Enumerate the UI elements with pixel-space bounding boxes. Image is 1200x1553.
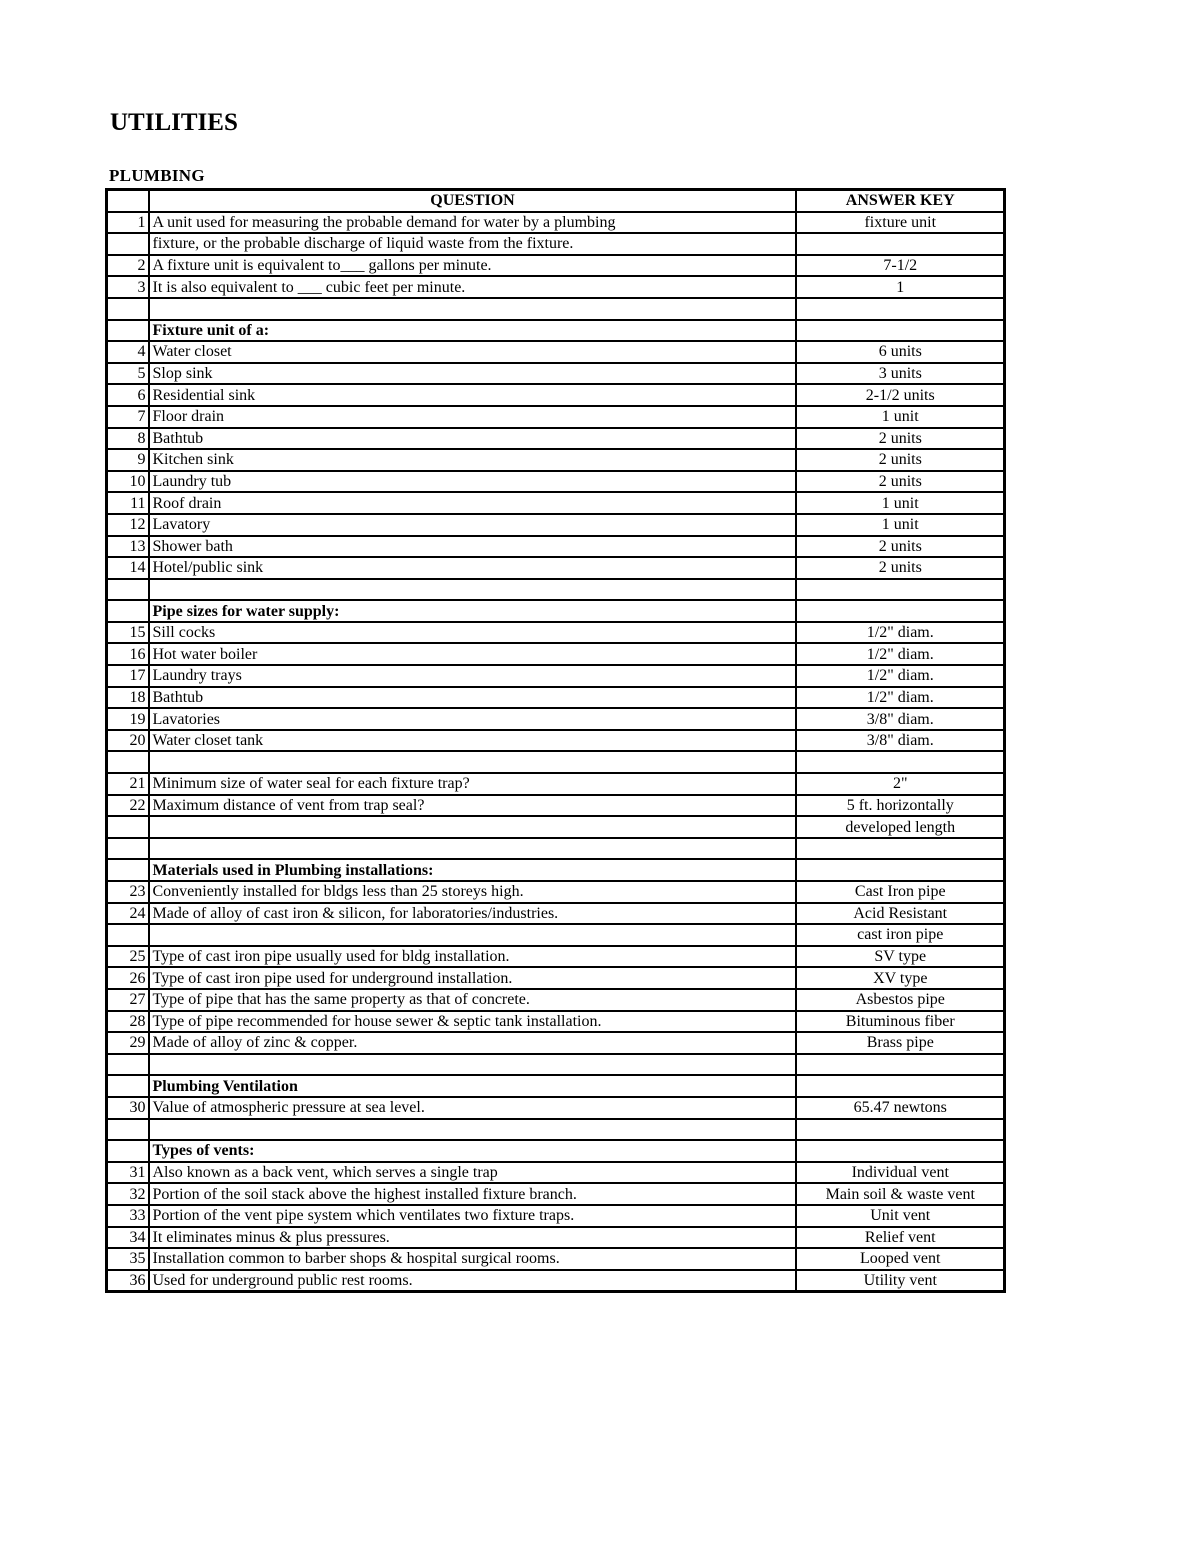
- question-text: Lavatory: [149, 514, 796, 536]
- question-text: Minimum size of water seal for each fixture trap?: [149, 773, 796, 795]
- question-text: Slop sink: [149, 363, 796, 385]
- table-row: [107, 795, 1005, 817]
- answer-key: Cast Iron pipe: [796, 881, 1005, 903]
- question-number: [107, 579, 149, 601]
- question-number: 32: [107, 1183, 149, 1205]
- question-number: [107, 1119, 149, 1141]
- question-answer-table: [105, 188, 1006, 1293]
- answer-key: [796, 600, 1005, 622]
- question-number: 18: [107, 687, 149, 709]
- answer-key: 1/2" diam.: [796, 687, 1005, 709]
- table-row: [107, 255, 1005, 277]
- table-row: [107, 212, 1005, 234]
- answer-key: 1: [796, 276, 1005, 298]
- question-number: 11: [107, 492, 149, 514]
- answer-key: [796, 859, 1005, 881]
- table-row: [107, 816, 1005, 838]
- answer-key: Acid Resistant: [796, 903, 1005, 925]
- subsection-heading: Fixture unit of a:: [149, 320, 796, 342]
- table-row: [107, 579, 1005, 601]
- question-number: 27: [107, 989, 149, 1011]
- table-row: [107, 643, 1005, 665]
- section-title: PLUMBING: [109, 166, 205, 185]
- answer-key: Unit vent: [796, 1205, 1005, 1227]
- table-row: [107, 989, 1005, 1011]
- question-text: Type of cast iron pipe used for underground installation.: [149, 967, 796, 989]
- table-row: [107, 1205, 1005, 1227]
- question-text: [149, 816, 796, 838]
- question-text: Water closet tank: [149, 730, 796, 752]
- question-text: Bathtub: [149, 428, 796, 450]
- question-text: It eliminates minus & plus pressures.: [149, 1227, 796, 1249]
- answer-key: 1 unit: [796, 514, 1005, 536]
- answer-key: 65.47 newtons: [796, 1097, 1005, 1119]
- question-number: 17: [107, 665, 149, 687]
- answer-key: developed length: [796, 816, 1005, 838]
- question-number: [107, 1054, 149, 1076]
- answer-key: [796, 1075, 1005, 1097]
- subsection-heading: Pipe sizes for water supply:: [149, 600, 796, 622]
- table-row: [107, 946, 1005, 968]
- answer-key: 2": [796, 773, 1005, 795]
- answer-key: 2 units: [796, 471, 1005, 493]
- question-number: 31: [107, 1162, 149, 1184]
- question-number: 5: [107, 363, 149, 385]
- question-text: Kitchen sink: [149, 449, 796, 471]
- table-row: [107, 881, 1005, 903]
- table-body: [107, 212, 1005, 1292]
- question-text: Bathtub: [149, 687, 796, 709]
- question-text: Lavatories: [149, 708, 796, 730]
- answer-key: Asbestos pipe: [796, 989, 1005, 1011]
- question-number: 28: [107, 1011, 149, 1033]
- question-number: 19: [107, 708, 149, 730]
- table-row: [107, 967, 1005, 989]
- answer-key: [796, 298, 1005, 320]
- answer-key: Main soil & waste vent: [796, 1183, 1005, 1205]
- table-row: [107, 384, 1005, 406]
- answer-key: 3/8" diam.: [796, 730, 1005, 752]
- question-text: Portion of the vent pipe system which ventilates two fixture traps.: [149, 1205, 796, 1227]
- question-text: Laundry tub: [149, 471, 796, 493]
- question-number: [107, 1140, 149, 1162]
- answer-key: Bituminous fiber: [796, 1011, 1005, 1033]
- question-number: [107, 320, 149, 342]
- question-text: [149, 579, 796, 601]
- table-row: [107, 1097, 1005, 1119]
- answer-key: 2 units: [796, 557, 1005, 579]
- table-row: [107, 1227, 1005, 1249]
- table-row: [107, 471, 1005, 493]
- table-row: [107, 665, 1005, 687]
- subsection-heading: Types of vents:: [149, 1140, 796, 1162]
- table-row: [107, 924, 1005, 946]
- question-text: fixture, or the probable discharge of liquid waste from the fixture.: [149, 233, 796, 255]
- question-number: 2: [107, 255, 149, 277]
- question-number: 29: [107, 1032, 149, 1054]
- question-number: 36: [107, 1270, 149, 1292]
- table-row: [107, 1183, 1005, 1205]
- table-row: [107, 428, 1005, 450]
- table-row: [107, 298, 1005, 320]
- answer-key: [796, 579, 1005, 601]
- question-text: Type of pipe recommended for house sewer & septic tank installation.: [149, 1011, 796, 1033]
- answer-key: [796, 838, 1005, 860]
- table-row: [107, 1140, 1005, 1162]
- question-text: Value of atmospheric pressure at sea level.: [149, 1097, 796, 1119]
- answer-key: Relief vent: [796, 1227, 1005, 1249]
- question-number: 34: [107, 1227, 149, 1249]
- answer-key: 6 units: [796, 341, 1005, 363]
- answer-key: [796, 233, 1005, 255]
- question-text: Type of cast iron pipe usually used for bldg installation.: [149, 946, 796, 968]
- answer-key: Brass pipe: [796, 1032, 1005, 1054]
- table-row: [107, 536, 1005, 558]
- table-row: [107, 1248, 1005, 1270]
- question-text: [149, 751, 796, 773]
- answer-key: XV type: [796, 967, 1005, 989]
- question-number: 9: [107, 449, 149, 471]
- answer-key: 7-1/2: [796, 255, 1005, 277]
- question-number: [107, 838, 149, 860]
- question-number: 14: [107, 557, 149, 579]
- question-text: Made of alloy of zinc & copper.: [149, 1032, 796, 1054]
- question-number: 35: [107, 1248, 149, 1270]
- answer-key: [796, 1054, 1005, 1076]
- question-text: Water closet: [149, 341, 796, 363]
- question-number: 4: [107, 341, 149, 363]
- question-number: 6: [107, 384, 149, 406]
- table-row: [107, 276, 1005, 298]
- table-row: [107, 1119, 1005, 1141]
- answer-key: 2 units: [796, 449, 1005, 471]
- question-number: 20: [107, 730, 149, 752]
- question-text: Roof drain: [149, 492, 796, 514]
- question-number: [107, 233, 149, 255]
- question-text: [149, 924, 796, 946]
- question-text: Type of pipe that has the same property as that of concrete.: [149, 989, 796, 1011]
- answer-key: 1/2" diam.: [796, 665, 1005, 687]
- question-number: [107, 298, 149, 320]
- table-row: [107, 514, 1005, 536]
- question-text: [149, 838, 796, 860]
- table-row: [107, 859, 1005, 881]
- answer-key: Individual vent: [796, 1162, 1005, 1184]
- question-text: Residential sink: [149, 384, 796, 406]
- answer-key: 1 unit: [796, 406, 1005, 428]
- question-text: Portion of the soil stack above the highest installed fixture branch.: [149, 1183, 796, 1205]
- answer-key: [796, 751, 1005, 773]
- table-row: [107, 1054, 1005, 1076]
- answer-key: 1 unit: [796, 492, 1005, 514]
- question-text: Hotel/public sink: [149, 557, 796, 579]
- question-number: [107, 816, 149, 838]
- question-number: [107, 924, 149, 946]
- question-text: Installation common to barber shops & hospital surgical rooms.: [149, 1248, 796, 1270]
- question-number: 30: [107, 1097, 149, 1119]
- question-number: [107, 600, 149, 622]
- answer-key: 3 units: [796, 363, 1005, 385]
- answer-key: 1/2" diam.: [796, 622, 1005, 644]
- subsection-heading: Plumbing Ventilation: [149, 1075, 796, 1097]
- question-number: 13: [107, 536, 149, 558]
- question-column-header: QUESTION: [149, 190, 796, 212]
- answer-key: [796, 1140, 1005, 1162]
- question-text: [149, 1119, 796, 1141]
- table-row: [107, 320, 1005, 342]
- question-number: [107, 751, 149, 773]
- answer-key: 5 ft. horizontally: [796, 795, 1005, 817]
- question-text: Used for underground public rest rooms.: [149, 1270, 796, 1292]
- table-row: [107, 492, 1005, 514]
- table-row: [107, 838, 1005, 860]
- table-row: [107, 1011, 1005, 1033]
- table-row: [107, 708, 1005, 730]
- table-row: [107, 233, 1005, 255]
- answer-key: fixture unit: [796, 212, 1005, 234]
- question-number: 22: [107, 795, 149, 817]
- table-row: [107, 773, 1005, 795]
- question-text: Also known as a back vent, which serves a single trap: [149, 1162, 796, 1184]
- question-text: It is also equivalent to ___ cubic feet per minute.: [149, 276, 796, 298]
- answer-key: [796, 1119, 1005, 1141]
- question-number: [107, 859, 149, 881]
- page-title: UTILITIES: [110, 109, 238, 136]
- question-number: 26: [107, 967, 149, 989]
- answer-key: Looped vent: [796, 1248, 1005, 1270]
- answer-key: 2-1/2 units: [796, 384, 1005, 406]
- question-number: 15: [107, 622, 149, 644]
- question-number: 23: [107, 881, 149, 903]
- question-text: Made of alloy of cast iron & silicon, for laboratories/industries.: [149, 903, 796, 925]
- table-row: [107, 406, 1005, 428]
- table-row: [107, 449, 1005, 471]
- answer-key: [796, 320, 1005, 342]
- question-number: 33: [107, 1205, 149, 1227]
- table-row: [107, 1032, 1005, 1054]
- question-number: 24: [107, 903, 149, 925]
- question-number: 8: [107, 428, 149, 450]
- question-number: 10: [107, 471, 149, 493]
- answer-key: SV type: [796, 946, 1005, 968]
- question-number: 3: [107, 276, 149, 298]
- answer-key: Utility vent: [796, 1270, 1005, 1292]
- question-text: A unit used for measuring the probable demand for water by a plumbing: [149, 212, 796, 234]
- subsection-heading: Materials used in Plumbing installations:: [149, 859, 796, 881]
- question-text: Hot water boiler: [149, 643, 796, 665]
- table-row: [107, 363, 1005, 385]
- question-number: 12: [107, 514, 149, 536]
- table-row: [107, 341, 1005, 363]
- answer-key: 2 units: [796, 428, 1005, 450]
- question-number: 25: [107, 946, 149, 968]
- question-text: Maximum distance of vent from trap seal?: [149, 795, 796, 817]
- question-text: Floor drain: [149, 406, 796, 428]
- table-row: [107, 557, 1005, 579]
- question-number: 1: [107, 212, 149, 234]
- question-number: [107, 1075, 149, 1097]
- table-row: [107, 903, 1005, 925]
- table-row: [107, 1270, 1005, 1292]
- table-row: [107, 622, 1005, 644]
- table-header-row: [107, 190, 1005, 212]
- question-text: Laundry trays: [149, 665, 796, 687]
- table-row: [107, 1162, 1005, 1184]
- answer-key: cast iron pipe: [796, 924, 1005, 946]
- question-number: 16: [107, 643, 149, 665]
- answer-key: 3/8" diam.: [796, 708, 1005, 730]
- question-text: [149, 1054, 796, 1076]
- answer-column-header: ANSWER KEY: [796, 190, 1005, 212]
- table-row: [107, 751, 1005, 773]
- answer-key: 1/2" diam.: [796, 643, 1005, 665]
- number-column-header: [107, 190, 149, 212]
- question-text: A fixture unit is equivalent to___ gallons per minute.: [149, 255, 796, 277]
- table-row: [107, 600, 1005, 622]
- question-text: Sill cocks: [149, 622, 796, 644]
- question-text: Conveniently installed for bldgs less than 25 storeys high.: [149, 881, 796, 903]
- question-number: 7: [107, 406, 149, 428]
- table-row: [107, 730, 1005, 752]
- question-number: 21: [107, 773, 149, 795]
- answer-key: 2 units: [796, 536, 1005, 558]
- table-row: [107, 687, 1005, 709]
- question-text: Shower bath: [149, 536, 796, 558]
- table-row: [107, 1075, 1005, 1097]
- question-text: [149, 298, 796, 320]
